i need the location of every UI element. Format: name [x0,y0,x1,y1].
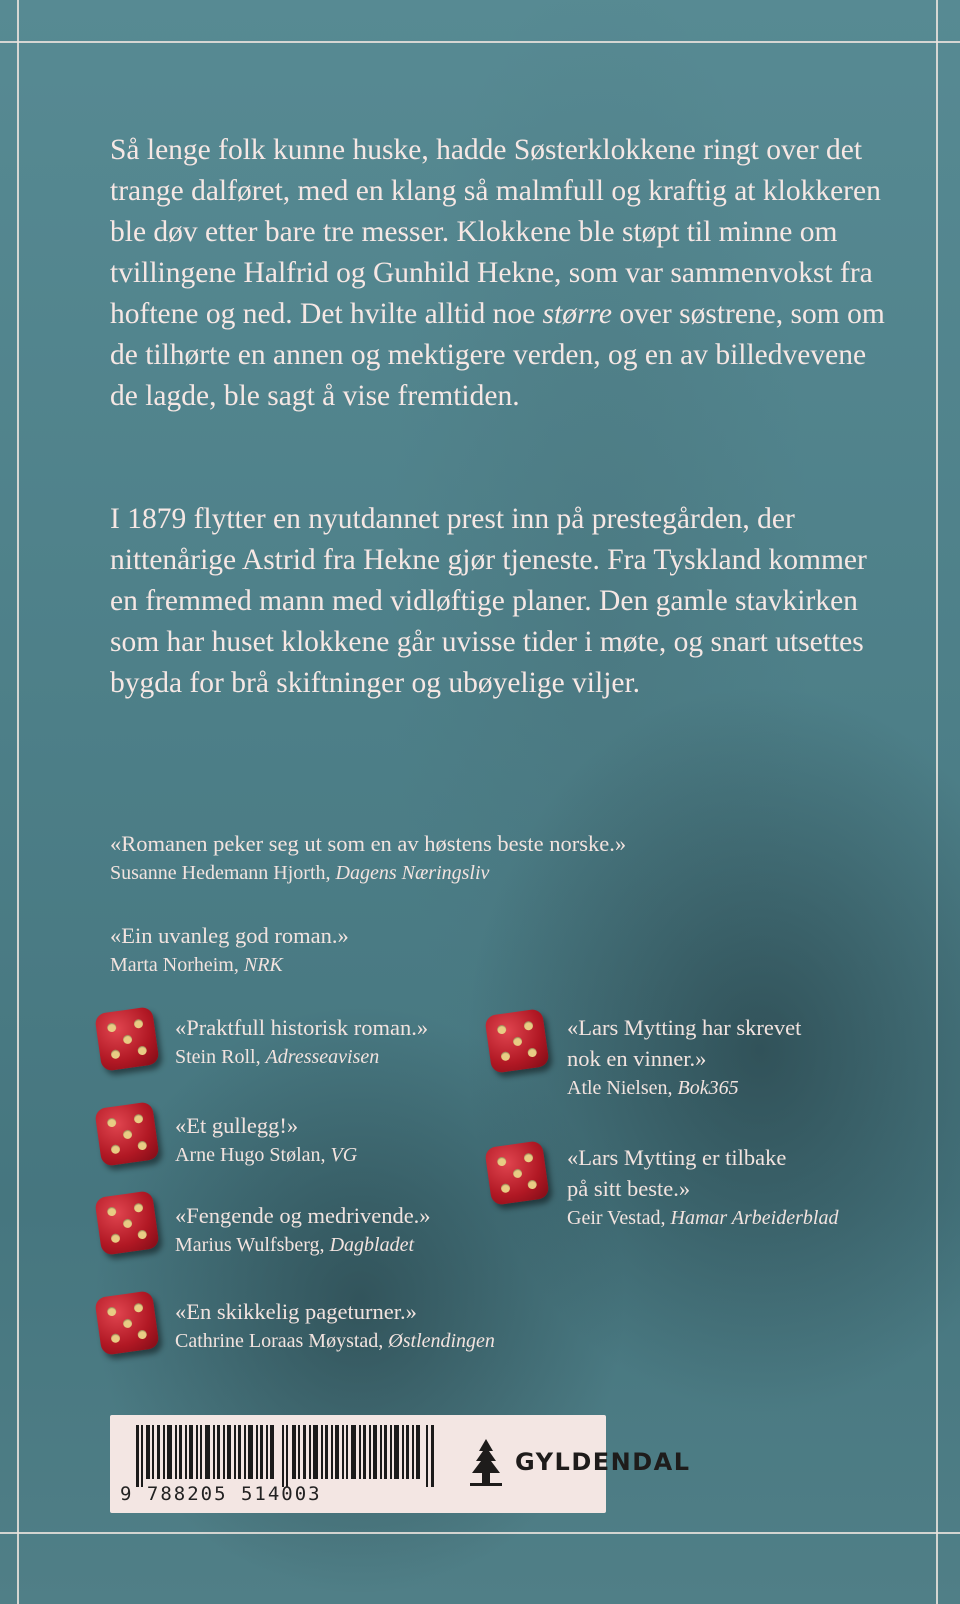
dice-five-icon [484,1140,550,1206]
barcode-label [110,1415,691,1513]
description-paragraph-1: Så lenge folk kunne huske, hadde Søsterklokkene ringt over det trange dalføret, med en klang så malmfull og kraftig at klokkeren ble døv etter bare tre messer. Klokkene ble støpt til minne om tvillingene Halfrid og Gunhild Hekne, som var sammenvokst fra hoftene og ned. Det hvilte alltid noe større over søstrene, som om de tilhørte en annen og mektigere verden, og en av billedvevene de lagde, ble sagt å vise fremtiden. [110,134,885,412]
review-source: Atle Nielsen, Bok365 [567,1077,739,1099]
review-quote-line-2: på sitt beste.» [567,1176,691,1201]
spruce-tree-icon [466,1439,506,1489]
review-source: Marta Norheim, NRK [110,954,283,976]
review-source: Geir Vestad, Hamar Arbeiderblad [567,1207,839,1229]
review-quote: «Fengende og medrivende.» [175,1203,431,1228]
frame-line-top [0,41,960,43]
review-source: Arne Hugo Stølan, VG [175,1144,358,1166]
review-source: Cathrine Loraas Møystad, Østlendingen [175,1330,495,1352]
publisher-logo-text: GYLDENDAL [515,1448,691,1476]
description-paragraph-2: I 1879 flytter en nyutdannet prest inn på prestegården, der nittenårige Astrid fra Hekne gjør tjeneste. Fra Tyskland kommer en fremmed mann med vidløftige planer. Den gamle stavkirken som har huset klokkene går uvisse tider i møte, og snart utsettes bygda for brå skiftninger og ubøyelige viljer. [110,503,867,699]
review-ostlendingen [175,1296,495,1355]
review-dagens-naeringsliv [110,828,626,887]
dice-five-icon [484,1008,550,1074]
review-dagbladet [175,1200,431,1259]
review-quote: «Ein uvanleg god roman.» [110,923,349,948]
dice-five-icon [94,1190,160,1256]
review-quote-line-1: «Lars Mytting har skrevet [567,1015,802,1040]
review-hamar-arbeiderblad [567,1142,838,1232]
frame-line-left [17,0,19,1604]
review-vg [175,1110,357,1169]
review-quote-line-2: nok en vinner.» [567,1046,707,1071]
review-bok365 [567,1012,801,1102]
frame-line-right [936,0,938,1604]
dice-five-icon [94,1006,160,1072]
frame-line-bottom [0,1532,960,1534]
emphasis-word: større [542,298,612,330]
review-quote: «Praktfull historisk roman.» [175,1015,429,1040]
review-nrk [110,920,349,979]
dice-five-icon [94,1290,160,1356]
isbn-number: 9 788205 514003 [120,1483,322,1505]
review-quote-line-1: «Lars Mytting er tilbake [567,1145,787,1170]
review-quote: «En skikkelig pageturner.» [175,1299,417,1324]
review-source: Stein Roll, Adresseavisen [175,1046,380,1068]
review-quote: «Romanen peker seg ut som en av høstens beste norske.» [110,831,627,856]
dice-five-icon [94,1101,160,1167]
review-source: Susanne Hedemann Hjorth, Dagens Næringsliv [110,862,490,884]
barcode-icon [136,1425,436,1487]
review-source: Marius Wulfsberg, Dagbladet [175,1234,414,1256]
review-adresseavisen [175,1012,428,1071]
review-quote: «Et gullegg!» [175,1113,299,1138]
